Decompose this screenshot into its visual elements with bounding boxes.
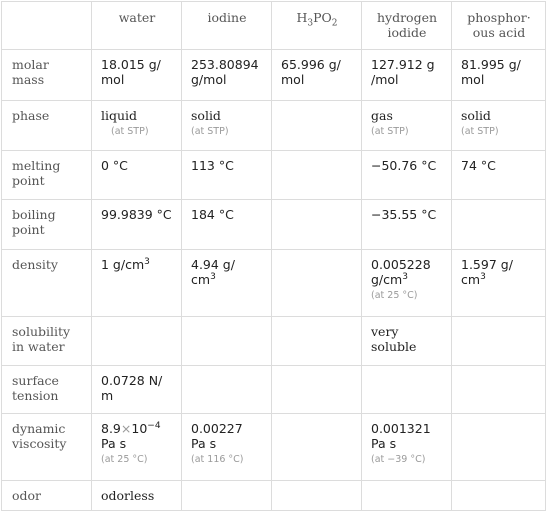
row-label-melting-point: melting point xyxy=(2,151,92,200)
water-molar-mass: 18.015 g/ mol xyxy=(92,50,182,101)
row-label-odor: odor xyxy=(2,481,92,511)
water-solubility xyxy=(92,317,182,366)
h3po2-phase xyxy=(272,101,362,151)
water-density: 1 $g/cm^3$ xyxy=(92,250,182,317)
water-phase: liquid (at STP) xyxy=(92,101,182,151)
corner-cell xyxy=(2,2,92,50)
row-odor xyxy=(2,481,546,511)
row-density xyxy=(2,250,546,317)
iodine-solubility xyxy=(182,317,272,366)
col-header-iodine: iodine xyxy=(182,2,272,50)
h3po3-solubility xyxy=(452,317,546,366)
water-viscosity: $8.9\times 10^{-4}$ Pa s (at 25 °C) xyxy=(92,414,182,481)
row-label-surface-tension: surface tension xyxy=(2,366,92,414)
row-label-viscosity: dynamic viscosity xyxy=(2,414,92,481)
iodine-molar-mass: 253.80894 g/mol xyxy=(182,50,272,101)
water-melting-point: 0 °C xyxy=(92,151,182,200)
water-boiling-point: 99.9839 °C xyxy=(92,200,182,250)
col-header-h3po2: $H_3PO_2$ xyxy=(272,2,362,50)
h3po3-phase: solid (at STP) xyxy=(452,101,546,151)
h3po2-surface-tension xyxy=(272,366,362,414)
h3po2-viscosity xyxy=(272,414,362,481)
properties-table xyxy=(1,1,546,511)
h3po3-viscosity xyxy=(452,414,546,481)
h3po2-boiling-point xyxy=(272,200,362,250)
iodine-odor xyxy=(182,481,272,511)
hi-boiling-point: −35.55 °C xyxy=(362,200,452,250)
hi-density: 0.005228 $g/cm^3$ (at 25 °C) xyxy=(362,250,452,317)
h3po3-surface-tension xyxy=(452,366,546,414)
water-surface-tension: 0.0728 N/ m xyxy=(92,366,182,414)
hi-solubility: very soluble xyxy=(362,317,452,366)
hi-phase: gas (at STP) xyxy=(362,101,452,151)
h3po2-molar-mass: 65.996 g/ mol xyxy=(272,50,362,101)
h3po2-melting-point xyxy=(272,151,362,200)
hi-surface-tension xyxy=(362,366,452,414)
iodine-boiling-point: 184 °C xyxy=(182,200,272,250)
row-label-boiling-point: boiling point xyxy=(2,200,92,250)
h3po2-odor xyxy=(272,481,362,511)
h3po3-odor xyxy=(452,481,546,511)
row-label-phase: phase xyxy=(2,101,92,151)
row-melting-point xyxy=(2,151,546,200)
row-boiling-point xyxy=(2,200,546,250)
col-header-hydrogen-iodide: hydrogen iodide xyxy=(362,2,452,50)
row-label-density: density xyxy=(2,250,92,317)
hi-viscosity: 0.001321 Pa s (at −39 °C) xyxy=(362,414,452,481)
row-solubility xyxy=(2,317,546,366)
header-row xyxy=(2,2,546,50)
row-label-solubility: solubility in water xyxy=(2,317,92,366)
iodine-density: 4.94 g/ $cm^3$ xyxy=(182,250,272,317)
water-odor: odorless xyxy=(92,481,182,511)
h3po3-molar-mass: 81.995 g/ mol xyxy=(452,50,546,101)
col-header-phosphorous-acid: phosphor· ous acid xyxy=(452,2,546,50)
row-phase xyxy=(2,101,546,151)
row-viscosity xyxy=(2,414,546,481)
row-molar-mass xyxy=(2,50,546,101)
row-surface-tension xyxy=(2,366,546,414)
hi-melting-point: −50.76 °C xyxy=(362,151,452,200)
h3po2-density xyxy=(272,250,362,317)
row-label-molar-mass: molar mass xyxy=(2,50,92,101)
h3po3-boiling-point xyxy=(452,200,546,250)
iodine-surface-tension xyxy=(182,366,272,414)
h3po2-solubility xyxy=(272,317,362,366)
col-header-water: water xyxy=(92,2,182,50)
h3po3-melting-point: 74 °C xyxy=(452,151,546,200)
hi-molar-mass: 127.912 g /mol xyxy=(362,50,452,101)
h3po3-density: 1.597 g/ $cm^3$ xyxy=(452,250,546,317)
iodine-phase: solid (at STP) xyxy=(182,101,272,151)
hi-odor xyxy=(362,481,452,511)
iodine-viscosity: 0.00227 Pa s (at 116 °C) xyxy=(182,414,272,481)
iodine-melting-point: 113 °C xyxy=(182,151,272,200)
